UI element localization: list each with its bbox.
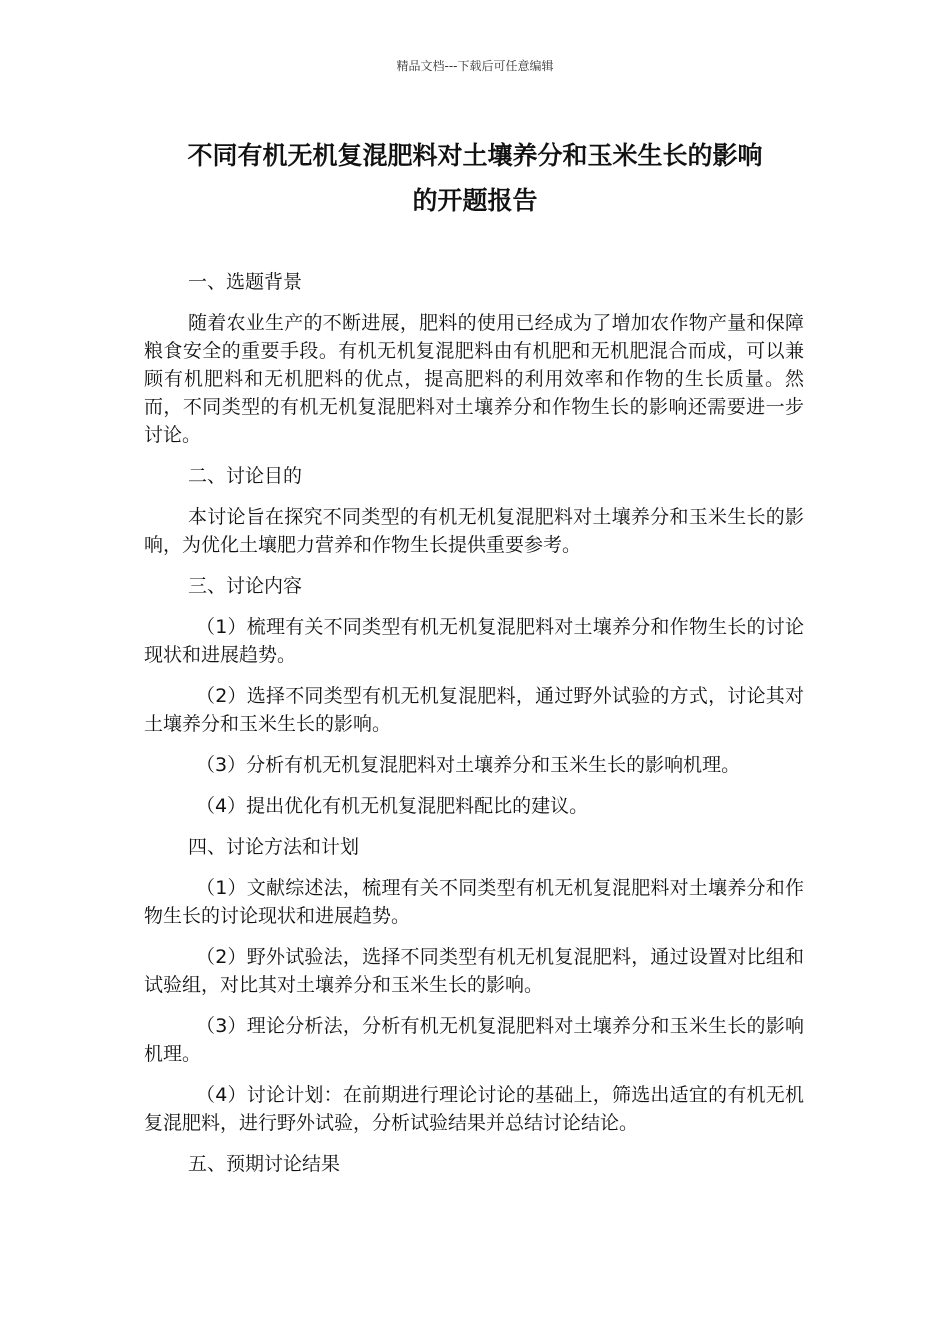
methods-item-1: （1）文献综述法，梳理有关不同类型有机无机复混肥料对土壤养分和作物生长的讨论现状和进展趋势。 [144,877,804,927]
content-item-1: （1）梳理有关不同类型有机无机复混肥料对土壤养分和作物生长的讨论现状和进展趋势。 [144,616,804,666]
document-body [144,268,804,1191]
section-heading-content: 三、讨论内容 [188,575,303,597]
document-title [140,133,810,223]
methods-item-3: （3）理论分析法，分析有机无机复混肥料对土壤养分和玉米生长的影响机理。 [144,1015,804,1065]
title-line-1: 不同有机无机复混肥料对土壤养分和玉米生长的影响 [187,141,763,170]
purpose-paragraph: 本讨论旨在探究不同类型的有机无机复混肥料对土壤养分和玉米生长的影响，为优化土壤肥力营养和作物生长提供重要参考。 [144,506,804,556]
methods-item-4: （4）讨论计划：在前期进行理论讨论的基础上，筛选出适宜的有机无机复混肥料，进行野外试验，分析试验结果并总结讨论结论。 [144,1084,804,1134]
title-line-2: 的开题报告 [412,186,538,215]
content-item-3: （3）分析有机无机复混肥料对土壤养分和玉米生长的影响机理。 [196,754,741,776]
content-item-2: （2）选择不同类型有机无机复混肥料，通过野外试验的方式，讨论其对土壤养分和玉米生长的影响。 [144,685,804,735]
methods-item-2: （2）野外试验法，选择不同类型有机无机复混肥料，通过设置对比组和试验组，对比其对土壤养分和玉米生长的影响。 [144,946,804,996]
section-heading-background: 一、选题背景 [188,271,303,293]
section-heading-expected-results: 五、预期讨论结果 [188,1153,341,1175]
background-paragraph: 随着农业生产的不断进展，肥料的使用已经成为了增加农作物产量和保障粮食安全的重要手段。有机无机复混肥料由有机肥和无机肥混合而成，可以兼顾有机肥料和无机肥料的优点，提高肥料的利用效率和作物的生长质量。然而，不同类型的有机无机复混肥料对土壤养分和作物生长的影响还需要进一步讨论。 [144,312,804,446]
section-heading-purpose: 二、讨论目的 [188,465,303,487]
content-item-4: （4）提出优化有机无机复混肥料配比的建议。 [196,795,589,817]
section-heading-methods: 四、讨论方法和计划 [188,836,360,858]
page-header-watermark: 精品文档---下载后可任意编辑 [396,59,554,73]
